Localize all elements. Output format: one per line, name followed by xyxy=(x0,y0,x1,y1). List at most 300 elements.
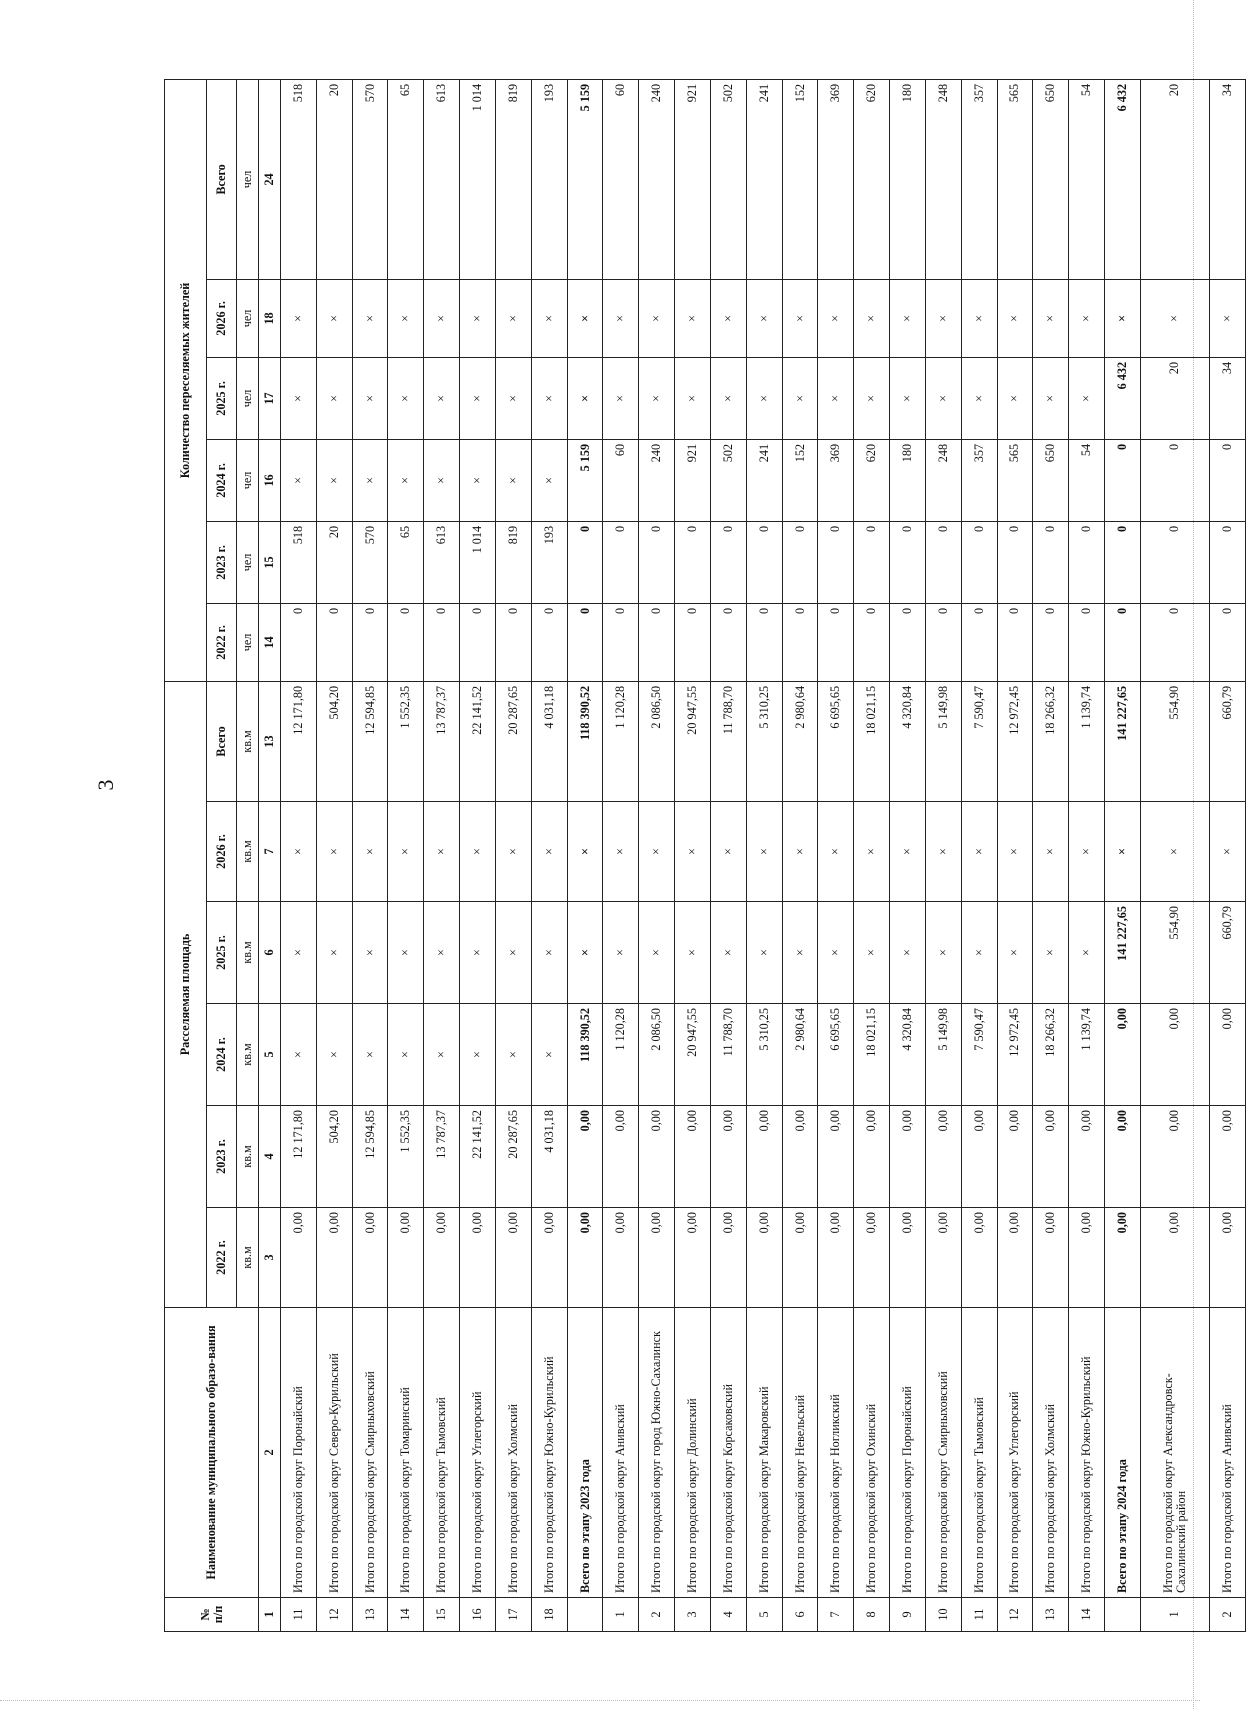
area-value: × xyxy=(1033,802,1069,902)
people-value: × xyxy=(1069,279,1105,357)
area-value: 0,00 xyxy=(890,1208,926,1308)
people-value: 0 xyxy=(1140,439,1209,521)
column-numbers-row xyxy=(259,79,281,1631)
area-value: 0,00 xyxy=(1209,1004,1245,1106)
area-value: 6 695,65 xyxy=(818,681,854,801)
table-row xyxy=(495,79,531,1631)
people-value: 0 xyxy=(424,603,460,681)
area-value: 7 590,47 xyxy=(961,1004,997,1106)
people-value: × xyxy=(424,279,460,357)
people-value: 0 xyxy=(603,521,639,603)
people-value: × xyxy=(710,279,746,357)
row-number: 10 xyxy=(925,1598,961,1632)
municipality-name: Итого по городской округ Анивский xyxy=(603,1308,639,1598)
area-value: × xyxy=(531,802,567,902)
people-value: × xyxy=(567,357,603,439)
people-value: × xyxy=(460,439,496,521)
area-value: 0,00 xyxy=(639,1106,675,1208)
people-value: 0 xyxy=(997,603,1033,681)
people-value: × xyxy=(1033,279,1069,357)
area-value: 141 227,65 xyxy=(1105,681,1141,801)
people-value: 240 xyxy=(639,79,675,279)
header-area-year: 2023 г. xyxy=(207,1106,237,1208)
unit-cell: кв.м xyxy=(237,802,259,902)
municipality-name: Итого по городской округ Углегорский xyxy=(997,1308,1033,1598)
people-value: 0 xyxy=(639,603,675,681)
row-number xyxy=(567,1598,603,1632)
people-value: 241 xyxy=(746,79,782,279)
people-value: 518 xyxy=(281,521,317,603)
area-value: 1 139,74 xyxy=(1069,681,1105,801)
header-people-group: Количество переселяемых жителей xyxy=(165,79,207,681)
column-number: 5 xyxy=(259,1004,281,1106)
people-value: × xyxy=(1105,279,1141,357)
people-value: × xyxy=(603,357,639,439)
area-value: × xyxy=(1069,802,1105,902)
people-value: 65 xyxy=(388,79,424,279)
people-value: 613 xyxy=(424,79,460,279)
people-value: 0 xyxy=(1140,603,1209,681)
area-value: 13 787,37 xyxy=(424,681,460,801)
people-value: 0 xyxy=(1209,439,1245,521)
people-value: 0 xyxy=(961,521,997,603)
area-value: × xyxy=(424,1004,460,1106)
area-value: 0,00 xyxy=(997,1208,1033,1308)
area-value: × xyxy=(961,802,997,902)
people-value: 0 xyxy=(567,603,603,681)
people-value: 60 xyxy=(603,439,639,521)
unit-cell: чел xyxy=(237,357,259,439)
area-value: × xyxy=(710,902,746,1004)
people-value: 0 xyxy=(1140,521,1209,603)
people-value: 6 432 xyxy=(1105,357,1141,439)
people-value: 0 xyxy=(388,603,424,681)
area-value: 0,00 xyxy=(710,1106,746,1208)
row-number: 11 xyxy=(961,1598,997,1632)
people-value: × xyxy=(316,279,352,357)
municipality-name: Итого по городской округ Корсаковский xyxy=(710,1308,746,1598)
row-number: 14 xyxy=(1069,1598,1105,1632)
area-value: × xyxy=(460,902,496,1004)
area-value: × xyxy=(388,902,424,1004)
people-value: 0 xyxy=(782,521,818,603)
table-row xyxy=(746,79,782,1631)
people-value: × xyxy=(424,439,460,521)
people-value: 54 xyxy=(1069,439,1105,521)
area-value: 0,00 xyxy=(782,1208,818,1308)
people-value: × xyxy=(710,357,746,439)
people-value: 0 xyxy=(1105,521,1141,603)
area-value: 22 141,52 xyxy=(460,681,496,801)
people-value: × xyxy=(675,279,711,357)
people-value: × xyxy=(746,279,782,357)
area-value: × xyxy=(352,902,388,1004)
area-value: × xyxy=(746,802,782,902)
unit-cell: чел xyxy=(237,603,259,681)
header-people-total: Всего xyxy=(207,79,237,279)
unit-cell: кв.м xyxy=(237,1004,259,1106)
table-row xyxy=(1033,79,1069,1631)
municipality-name: Итого по городской округ Тымовский xyxy=(424,1308,460,1598)
area-value: 1 120,28 xyxy=(603,681,639,801)
people-value: × xyxy=(639,279,675,357)
row-number: 17 xyxy=(495,1598,531,1632)
area-value: 22 141,52 xyxy=(460,1106,496,1208)
area-value: × xyxy=(316,802,352,902)
row-number: 13 xyxy=(1033,1598,1069,1632)
people-value: 650 xyxy=(1033,79,1069,279)
area-value: 504,20 xyxy=(316,1106,352,1208)
people-value: 60 xyxy=(603,79,639,279)
area-value: 504,20 xyxy=(316,681,352,801)
people-value: 650 xyxy=(1033,439,1069,521)
area-value: 0,00 xyxy=(890,1106,926,1208)
people-value: 5 159 xyxy=(567,439,603,521)
area-value: × xyxy=(460,1004,496,1106)
people-value: 0 xyxy=(1209,603,1245,681)
people-value: 0 xyxy=(352,603,388,681)
area-value: 18 021,15 xyxy=(854,1004,890,1106)
unit-cell: чел xyxy=(237,279,259,357)
area-value: 1 552,35 xyxy=(388,681,424,801)
people-value: 0 xyxy=(925,603,961,681)
area-value: 0,00 xyxy=(746,1208,782,1308)
row-number: 8 xyxy=(854,1598,890,1632)
area-value: 554,90 xyxy=(1140,902,1209,1004)
people-value: × xyxy=(424,357,460,439)
row-number: 1 xyxy=(603,1598,639,1632)
area-value: × xyxy=(818,902,854,1004)
people-value: 0 xyxy=(1033,521,1069,603)
table-row xyxy=(961,79,997,1631)
area-value: 2 086,50 xyxy=(639,681,675,801)
people-value: 20 xyxy=(1140,357,1209,439)
column-number: 15 xyxy=(259,521,281,603)
area-value: 0,00 xyxy=(710,1208,746,1308)
area-value: 0,00 xyxy=(603,1106,639,1208)
people-value: 0 xyxy=(710,603,746,681)
row-number: 4 xyxy=(710,1598,746,1632)
area-value: 12 594,85 xyxy=(352,1106,388,1208)
people-value: 6 432 xyxy=(1105,79,1141,279)
area-value: 13 787,37 xyxy=(424,1106,460,1208)
area-value: 12 594,85 xyxy=(352,681,388,801)
people-value: 65 xyxy=(388,521,424,603)
area-value: 20 947,55 xyxy=(675,681,711,801)
column-number: 6 xyxy=(259,902,281,1004)
people-value: 502 xyxy=(710,439,746,521)
people-value: 0 xyxy=(818,521,854,603)
area-value: 11 788,70 xyxy=(710,681,746,801)
people-value: × xyxy=(281,279,317,357)
people-value: 241 xyxy=(746,439,782,521)
area-value: × xyxy=(531,902,567,1004)
people-value: 613 xyxy=(424,521,460,603)
municipality-name: Итого по городской округ Смирныховский xyxy=(352,1308,388,1598)
page-number: 3 xyxy=(93,779,118,791)
people-value: 5 159 xyxy=(567,79,603,279)
area-value: 1 120,28 xyxy=(603,1004,639,1106)
people-value: × xyxy=(495,279,531,357)
people-value: × xyxy=(782,357,818,439)
header-num: № п/п xyxy=(165,1598,259,1632)
people-value: 0 xyxy=(854,603,890,681)
area-value: 20 287,65 xyxy=(495,681,531,801)
municipality-name: Итого по городской округ Охинский xyxy=(854,1308,890,1598)
column-number: 4 xyxy=(259,1106,281,1208)
area-value: 1 552,35 xyxy=(388,1106,424,1208)
area-value: 12 171,80 xyxy=(281,681,317,801)
area-value: 0,00 xyxy=(281,1208,317,1308)
people-value: × xyxy=(567,279,603,357)
table-row xyxy=(531,79,567,1631)
table-body xyxy=(281,79,1246,1631)
area-value: 0,00 xyxy=(639,1208,675,1308)
municipality-name: Итого по городской округ Анивский xyxy=(1209,1308,1245,1598)
unit-cell: чел xyxy=(237,439,259,521)
people-value: × xyxy=(925,279,961,357)
table-row xyxy=(675,79,711,1631)
people-value: × xyxy=(746,357,782,439)
municipality-name: Итого по городской округ Александровск-Сахалинский район xyxy=(1140,1308,1209,1598)
area-value: 12 972,45 xyxy=(997,1004,1033,1106)
area-value: × xyxy=(854,802,890,902)
people-value: 0 xyxy=(854,521,890,603)
people-value: 369 xyxy=(818,79,854,279)
table-row xyxy=(1069,79,1105,1631)
area-value: × xyxy=(675,902,711,1004)
area-value: 660,79 xyxy=(1209,681,1245,801)
area-value: 7 590,47 xyxy=(961,681,997,801)
row-number: 12 xyxy=(997,1598,1033,1632)
area-value: 0,00 xyxy=(567,1208,603,1308)
people-value: 193 xyxy=(531,521,567,603)
area-value: 554,90 xyxy=(1140,681,1209,801)
area-value: 0,00 xyxy=(1105,1208,1141,1308)
area-value: × xyxy=(352,1004,388,1106)
table-row xyxy=(890,79,926,1631)
table-total-row xyxy=(567,79,603,1631)
row-number: 11 xyxy=(281,1598,317,1632)
people-value: 570 xyxy=(352,521,388,603)
area-value: × xyxy=(782,802,818,902)
area-value: 0,00 xyxy=(388,1208,424,1308)
unit-cell: кв.м xyxy=(237,902,259,1004)
municipality-name: Итого по городской округ Углегорский xyxy=(460,1308,496,1598)
people-value: × xyxy=(388,279,424,357)
people-value: × xyxy=(639,357,675,439)
area-value: × xyxy=(925,802,961,902)
people-value: 240 xyxy=(639,439,675,521)
table-row xyxy=(281,79,317,1631)
area-value: 11 788,70 xyxy=(710,1004,746,1106)
municipality-name: Итого по городской округ Невельский xyxy=(782,1308,818,1598)
row-number: 9 xyxy=(890,1598,926,1632)
people-value: 0 xyxy=(925,521,961,603)
column-number: 14 xyxy=(259,603,281,681)
people-value: × xyxy=(388,357,424,439)
header-area-year: 2022 г. xyxy=(207,1208,237,1308)
area-value: 0,00 xyxy=(925,1208,961,1308)
header-area-year: 2024 г. xyxy=(207,1004,237,1106)
area-value: × xyxy=(495,802,531,902)
header-name: Наименование муниципального образо-вания xyxy=(165,1308,259,1598)
table-row xyxy=(1140,79,1209,1631)
area-value: 18 266,32 xyxy=(1033,681,1069,801)
header-people-year: 2022 г. xyxy=(207,603,237,681)
people-value: 0 xyxy=(281,603,317,681)
area-value: × xyxy=(782,902,818,1004)
area-value: 0,00 xyxy=(1140,1208,1209,1308)
people-value: 518 xyxy=(281,79,317,279)
area-value: 18 021,15 xyxy=(854,681,890,801)
people-value: × xyxy=(818,357,854,439)
row-number: 2 xyxy=(1209,1598,1245,1632)
area-value: 12 171,80 xyxy=(281,1106,317,1208)
people-value: × xyxy=(531,439,567,521)
area-value: 18 266,32 xyxy=(1033,1004,1069,1106)
row-number: 14 xyxy=(388,1598,424,1632)
area-value: × xyxy=(639,802,675,902)
people-value: 34 xyxy=(1209,79,1245,279)
area-value: × xyxy=(925,902,961,1004)
people-value: 0 xyxy=(1105,439,1141,521)
people-value: 0 xyxy=(639,521,675,603)
people-value: 502 xyxy=(710,79,746,279)
area-value: × xyxy=(997,902,1033,1004)
area-value: × xyxy=(854,902,890,1004)
people-value: 0 xyxy=(890,521,926,603)
area-value: 5 149,98 xyxy=(925,1004,961,1106)
people-value: × xyxy=(997,279,1033,357)
column-number: 24 xyxy=(259,79,281,279)
people-value: 0 xyxy=(782,603,818,681)
people-value: 0 xyxy=(997,521,1033,603)
column-number: 13 xyxy=(259,681,281,801)
table-row xyxy=(603,79,639,1631)
people-value: 819 xyxy=(495,79,531,279)
unit-cell: чел xyxy=(237,79,259,279)
people-value: 193 xyxy=(531,79,567,279)
row-number: 18 xyxy=(531,1598,567,1632)
area-value: × xyxy=(352,802,388,902)
area-value: 0,00 xyxy=(1140,1004,1209,1106)
header-area-total: Всего xyxy=(207,681,237,801)
municipality-name: Итого по городской округ Долинский xyxy=(675,1308,711,1598)
people-value: 0 xyxy=(1069,603,1105,681)
table-row xyxy=(316,79,352,1631)
area-value: 0,00 xyxy=(782,1106,818,1208)
municipality-name: Всего по этапу 2023 года xyxy=(567,1308,603,1598)
table-row xyxy=(424,79,460,1631)
area-value: 0,00 xyxy=(961,1106,997,1208)
row-number: 16 xyxy=(460,1598,496,1632)
people-value: 0 xyxy=(746,603,782,681)
people-value: × xyxy=(1209,279,1245,357)
people-value: × xyxy=(925,357,961,439)
resettlement-table xyxy=(164,79,1246,1632)
area-value: × xyxy=(424,802,460,902)
area-value: 0,00 xyxy=(1209,1208,1245,1308)
area-value: 141 227,65 xyxy=(1105,902,1141,1004)
area-value: 0,00 xyxy=(567,1106,603,1208)
area-value: 0,00 xyxy=(424,1208,460,1308)
municipality-name: Итого по городской округ город Южно-Сахалинск xyxy=(639,1308,675,1598)
people-value: × xyxy=(460,279,496,357)
area-value: 0,00 xyxy=(1140,1106,1209,1208)
area-value: 0,00 xyxy=(1069,1208,1105,1308)
municipality-name: Итого по городской округ Макаровский xyxy=(746,1308,782,1598)
people-value: 0 xyxy=(1069,521,1105,603)
area-value: × xyxy=(567,802,603,902)
table-row xyxy=(997,79,1033,1631)
people-value: × xyxy=(352,439,388,521)
area-value: 5 310,25 xyxy=(746,1004,782,1106)
area-value: 20 287,65 xyxy=(495,1106,531,1208)
area-value: 0,00 xyxy=(961,1208,997,1308)
area-value: 0,00 xyxy=(675,1106,711,1208)
people-value: 0 xyxy=(603,603,639,681)
header-people-year: 2024 г. xyxy=(207,439,237,521)
people-value: 20 xyxy=(316,79,352,279)
people-value: × xyxy=(316,357,352,439)
area-value: 118 390,52 xyxy=(567,681,603,801)
people-value: 0 xyxy=(746,521,782,603)
people-value: 20 xyxy=(1140,79,1209,279)
area-value: 0,00 xyxy=(925,1106,961,1208)
area-value: 0,00 xyxy=(675,1208,711,1308)
row-number: 6 xyxy=(782,1598,818,1632)
people-value: 0 xyxy=(675,521,711,603)
column-number: 16 xyxy=(259,439,281,521)
area-value: 5 310,25 xyxy=(746,681,782,801)
column-number: 17 xyxy=(259,357,281,439)
area-value: 0,00 xyxy=(495,1208,531,1308)
people-value: × xyxy=(1140,279,1209,357)
area-value: 0,00 xyxy=(1033,1208,1069,1308)
area-value: 0,00 xyxy=(818,1208,854,1308)
area-value: 20 947,55 xyxy=(675,1004,711,1106)
area-value: × xyxy=(639,902,675,1004)
people-value: 0 xyxy=(531,603,567,681)
row-number: 7 xyxy=(818,1598,854,1632)
area-value: 6 695,65 xyxy=(818,1004,854,1106)
row-number: 1 xyxy=(1140,1598,1209,1632)
municipality-name: Всего по этапу 2024 года xyxy=(1105,1308,1141,1598)
area-value: × xyxy=(281,802,317,902)
row-number xyxy=(1105,1598,1141,1632)
municipality-name: Итого по городской округ Северо-Курильский xyxy=(316,1308,352,1598)
area-value: × xyxy=(603,802,639,902)
header-people-year: 2023 г. xyxy=(207,521,237,603)
column-number: 7 xyxy=(259,802,281,902)
resettlement-table-rotated xyxy=(164,80,1246,1632)
people-value: 248 xyxy=(925,79,961,279)
header-people-year: 2025 г. xyxy=(207,357,237,439)
header-area-year: 2026 г. xyxy=(207,802,237,902)
people-value: 357 xyxy=(961,79,997,279)
row-number: 15 xyxy=(424,1598,460,1632)
area-value: 0,00 xyxy=(603,1208,639,1308)
area-value: 5 149,98 xyxy=(925,681,961,801)
table-row xyxy=(782,79,818,1631)
people-value: × xyxy=(495,357,531,439)
people-value: 0 xyxy=(567,521,603,603)
people-value: 565 xyxy=(997,79,1033,279)
area-value: 4 320,84 xyxy=(890,1004,926,1106)
column-number: 3 xyxy=(259,1208,281,1308)
area-value: × xyxy=(281,1004,317,1106)
